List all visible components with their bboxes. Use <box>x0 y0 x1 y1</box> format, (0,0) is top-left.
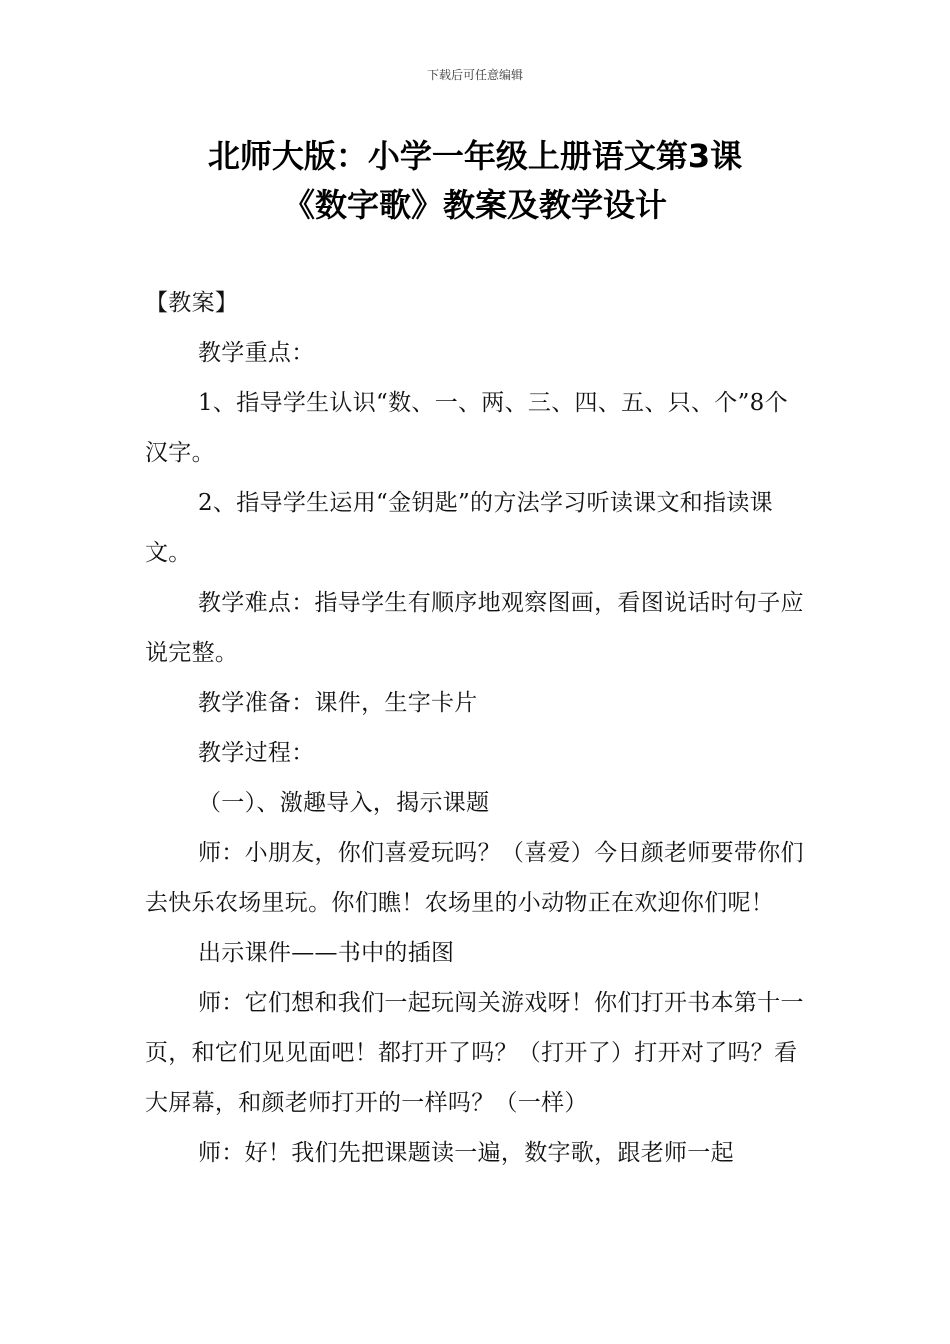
paragraph-show-courseware: 出示课件——书中的插图 <box>198 940 455 966</box>
paragraph-teacher-2: 师：它们想和我们一起玩闯关游戏呀！你们打开书本第十一页，和它们见见面吧！都打开了吗？（打开了）打开对了吗？看大屏幕，和颜老师打开的一样吗？（一样） <box>145 990 804 1116</box>
paragraph-teacher-1: 师：小朋友，你们喜爱玩吗？（喜爱）今日颜老师要带你们去快乐农场里玩。你们瞧！农场里的小动物正在欢迎你们呢！ <box>145 840 804 916</box>
paragraph-difficulty: 教学难点：指导学生有顺序地观察图画，看图说话时句子应说完整。 <box>145 590 804 666</box>
paragraph-step-1-heading: （一）、激趣导入，揭示课题 <box>198 790 490 816</box>
header-note: 下载后可任意编辑 <box>426 68 523 82</box>
paragraph-key-point-2: 2、指导学生运用“金钥匙”的方法学习听读课文和指读课文。 <box>145 490 773 566</box>
document-title-line-1: 北师大版：小学一年级上册语文第3课 <box>207 137 743 175</box>
document-body <box>145 278 807 1178</box>
paragraph-process-heading: 教学过程： <box>198 740 315 766</box>
paragraph-key-points-heading: 教学重点： <box>198 340 315 366</box>
document-title-line-2: 《数字歌》教案及教学设计 <box>282 186 667 224</box>
paragraph-key-point-1: 1、指导学生认识“数、一、两、三、四、五、只、个”8个汉字。 <box>145 390 788 466</box>
paragraph-preparation: 教学准备：课件，生字卡片 <box>198 690 478 716</box>
section-heading-lesson-plan: 【教案】 <box>145 290 239 316</box>
paragraph-teacher-3: 师：好！我们先把课题读一遍，数字歌，跟老师一起 <box>198 1140 734 1166</box>
